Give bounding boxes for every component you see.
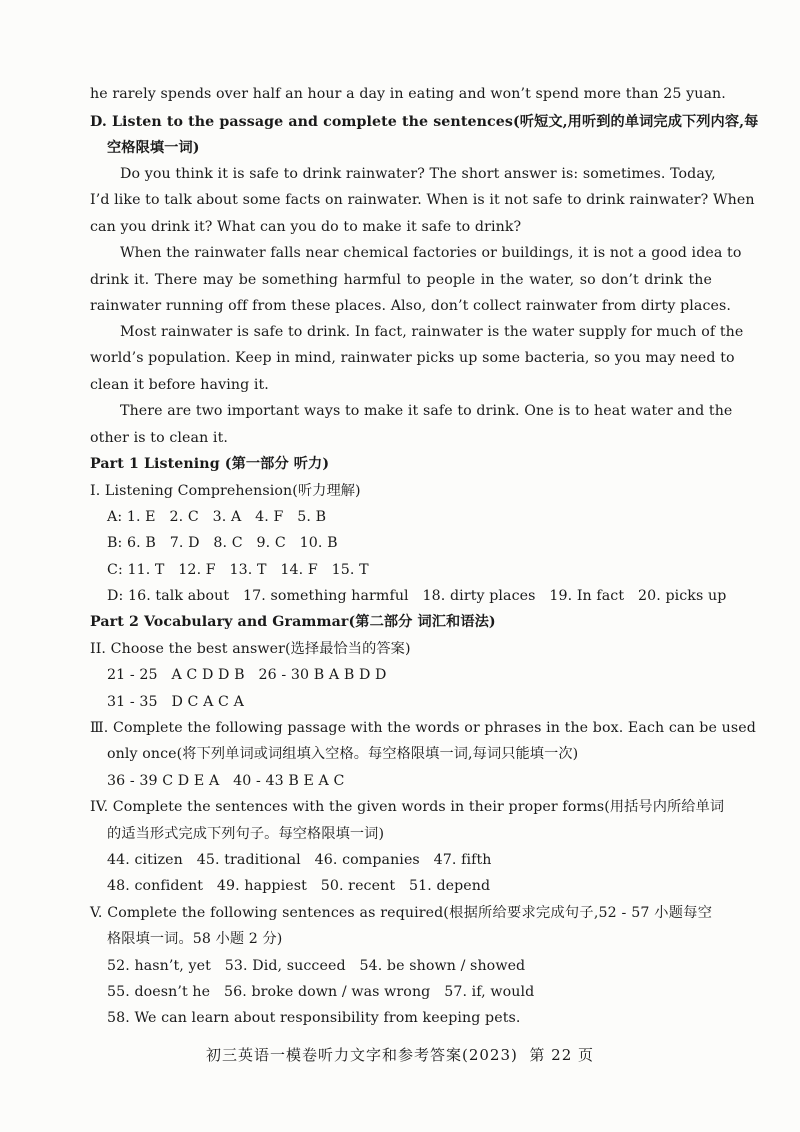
passage-line: other is to clean it.	[90, 430, 228, 446]
passage-line: drink it. There may be something harmful to people in the water, so don’t drink the	[90, 272, 712, 288]
answers-48-51: 48. confident 49. happiest 50. recent 51. depend	[107, 878, 491, 894]
part1-heading: Part 1 Listening (第一部分 听力)	[90, 456, 330, 472]
answers-a: A: 1. E 2. C 3. A 4. F 5. B	[107, 509, 327, 525]
section-iv-heading-cont: 的适当形式完成下列句子。每空格限填一词)	[107, 826, 385, 842]
section-ii-heading: II. Choose the best answer(选择最恰当的答案)	[90, 641, 411, 657]
section-d-heading-cont: 空格限填一词)	[107, 140, 200, 156]
section-v-heading-cont: 格限填一词。58 小题 2 分)	[107, 931, 283, 947]
answers-31-35: 31 - 35 D C A C A	[107, 694, 244, 710]
passage-line: There are two important ways to make it safe to drink. One is to heat water and the	[120, 403, 733, 419]
passage-line: clean it before having it.	[90, 377, 269, 393]
answers-d: D: 16. talk about 17. something harmful 18. dirty places 19. In fact 20. picks up	[107, 588, 727, 604]
answers-21-30: 21 - 25 A C D D B 26 - 30 B A B D D	[107, 667, 387, 683]
part2-heading: Part 2 Vocabulary and Grammar(第二部分 词汇和语法)	[90, 614, 496, 630]
answers-36-43: 36 - 39 C D E A 40 - 43 B E A C	[107, 773, 345, 789]
passage-line: I’d like to talk about some facts on rainwater. When is it not safe to drink rainwater? When	[90, 192, 755, 208]
passage-line: rainwater running off from these places. Also, don’t collect rainwater from dirty places.	[90, 298, 732, 314]
section-iii-heading-cont: only once(将下列单词或词组填入空格。每空格限填一词,每词只能填一次)	[107, 746, 579, 762]
answer-58: 58. We can learn about responsibility from keeping pets.	[107, 1010, 521, 1026]
passage-line: can you drink it? What can you do to make it safe to drink?	[90, 219, 522, 235]
page-footer: 初三英语一模卷听力文字和参考答案(2023) 第 22 页	[205, 1046, 595, 1064]
section-iv-heading: IV. Complete the sentences with the given words in their proper forms(用括号内所给单词	[90, 799, 725, 815]
section-d-heading: D. Listen to the passage and complete the sentences(听短文,用听到的单词完成下列内容,每	[90, 114, 759, 130]
answers-c: C: 11. T 12. F 13. T 14. F 15. T	[107, 562, 369, 578]
answers-44-47: 44. citizen 45. traditional 46. companies 47. fifth	[107, 852, 492, 868]
section-iii-heading: Ⅲ. Complete the following passage with the words or phrases in the box. Each can be used	[90, 720, 756, 736]
passage-line: When the rainwater falls near chemical factories or buildings, it is not a good idea to	[120, 245, 742, 261]
passage-line: Most rainwater is safe to drink. In fact, rainwater is the water supply for much of the	[120, 324, 744, 340]
section-i-heading: I. Listening Comprehension(听力理解)	[90, 483, 361, 499]
answers-52-54: 52. hasn’t, yet 53. Did, succeed 54. be shown / showed	[107, 958, 526, 974]
answers-55-57: 55. doesn’t he 56. broke down / was wrong 57. if, would	[107, 984, 535, 1000]
text-line: he rarely spends over half an hour a day in eating and won’t spend more than 25 yuan.	[90, 86, 726, 102]
answers-b: B: 6. B 7. D 8. C 9. C 10. B	[107, 535, 338, 551]
passage-line: Do you think it is safe to drink rainwater? The short answer is: sometimes. Today,	[120, 166, 716, 182]
section-v-heading: V. Complete the following sentences as required(根据所给要求完成句子,52 - 57 小题每空	[90, 905, 712, 921]
passage-line: world’s population. Keep in mind, rainwater picks up some bacteria, so you may need to	[90, 350, 735, 366]
